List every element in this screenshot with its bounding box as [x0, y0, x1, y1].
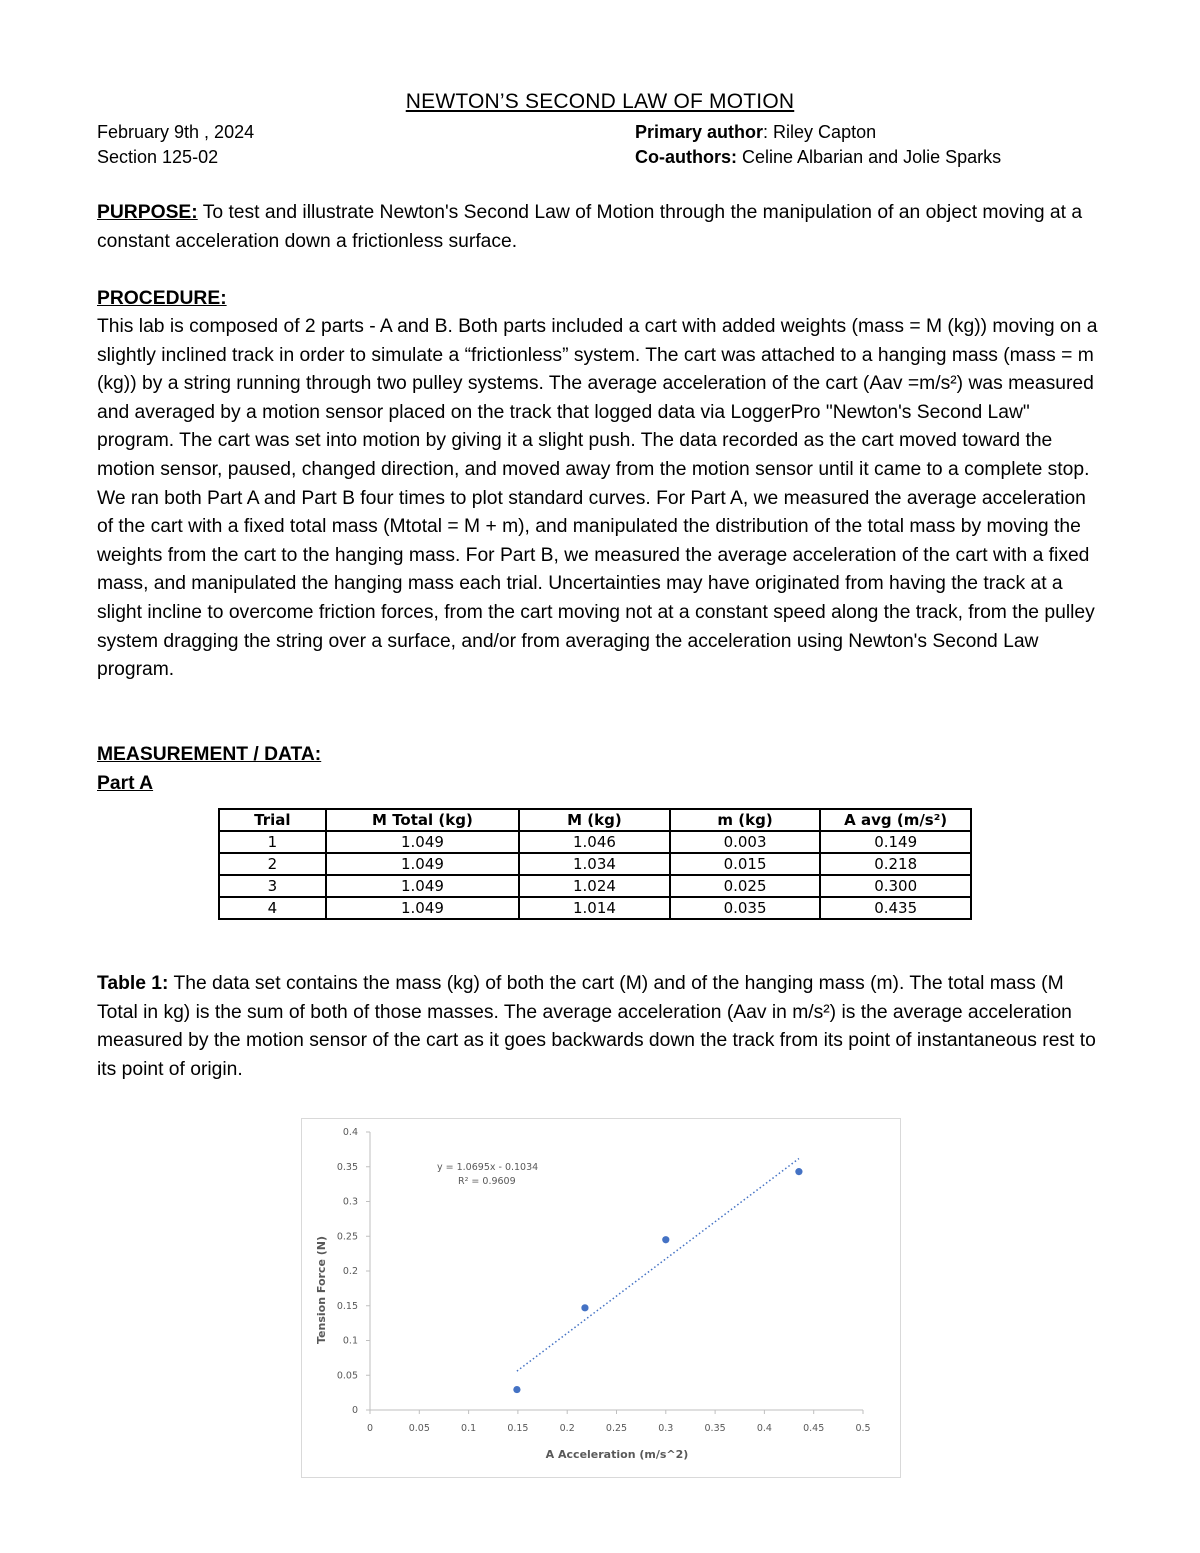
x-axis-title: A Acceleration (m/s^2) — [545, 1448, 689, 1461]
table-row — [219, 875, 971, 897]
table-caption-text: The data set contains the mass (kg) of both the cart (M) and of the hanging mass (m). The total mass (M Total in kg) is the sum of both of those masses. The average acceleration (Aav in m/s²) is the average acceleration measured by the motion sensor of the cart as it goes backwards down the track from its point of instantaneous rest to its point of origin. — [97, 973, 1096, 1080]
chart-axes — [337, 1127, 871, 1434]
chart-trendline-group — [517, 1159, 799, 1372]
report-section: Section 125-02 — [97, 147, 219, 167]
primary-author — [635, 120, 876, 144]
y-tick-label: 0.35 — [336, 1161, 358, 1173]
table-row — [219, 897, 971, 919]
table-cell: 4 — [219, 897, 326, 919]
purpose-section — [97, 199, 1107, 256]
table-header: Trial — [219, 809, 326, 831]
co-authors-value: Celine Albarian and Jolie Sparks — [737, 147, 1002, 167]
trendline-equation: y = 1.0695x - 0.1034 — [437, 1162, 539, 1173]
y-tick-label: 0.25 — [336, 1231, 358, 1243]
report-date: February 9th , 2024 — [97, 122, 255, 142]
x-tick-label: 0.25 — [605, 1423, 628, 1434]
table-row — [219, 831, 971, 853]
r-squared-label: R² = 0.9609 — [458, 1176, 516, 1187]
y-tick-label: 0 — [351, 1405, 358, 1416]
table-caption — [97, 970, 1107, 1084]
primary-author-value: : Riley Capton — [763, 122, 877, 142]
y-tick-label: 0.2 — [342, 1266, 358, 1277]
table-header: A avg (m/s²) — [820, 809, 971, 831]
purpose-heading: PURPOSE: — [97, 202, 198, 223]
table-cell: 1.014 — [519, 897, 670, 919]
y-tick-label: 0.1 — [342, 1335, 358, 1347]
table-cell: 0.025 — [670, 875, 821, 897]
x-tick-label: 0 — [366, 1423, 374, 1434]
trendline — [517, 1159, 799, 1372]
y-tick-label: 0.4 — [342, 1127, 358, 1138]
x-tick-label: 0.35 — [704, 1423, 726, 1434]
y-tick-label: 0.3 — [342, 1196, 358, 1208]
table-row — [219, 853, 971, 875]
document-title: NEWTON’S SECOND LAW OF MOTION — [405, 90, 795, 113]
table-cell: 1.049 — [326, 897, 519, 919]
x-tick-label: 0.15 — [507, 1423, 529, 1434]
table-cell: 0.300 — [820, 875, 971, 897]
table-cell: 1.034 — [519, 853, 670, 875]
table-cell: 1 — [219, 831, 326, 853]
data-point — [795, 1168, 802, 1175]
data-point — [513, 1386, 520, 1393]
co-authors — [635, 145, 1001, 169]
table-cell: 0.035 — [670, 897, 821, 919]
table-cell: 0.218 — [820, 853, 971, 875]
x-tick-label: 0.5 — [855, 1423, 871, 1434]
table-cell: 1.049 — [326, 831, 519, 853]
chart-points-group — [513, 1168, 802, 1393]
x-tick-label: 0.45 — [803, 1423, 825, 1434]
table-header-row — [219, 809, 971, 831]
data-point — [662, 1236, 669, 1243]
part-a-heading: Part A — [97, 773, 154, 794]
primary-author-label: Primary author — [635, 122, 764, 142]
table-cell: 2 — [219, 853, 326, 875]
table-cell: 1.049 — [326, 875, 519, 897]
table-header: M Total (kg) — [326, 809, 519, 831]
data-point — [581, 1304, 588, 1311]
procedure-text: This lab is composed of 2 parts - A and B. Both parts included a cart with added weights (mass = M (kg)) moving on a slightly inclined track in order to simulate a “frictionless” system. The cart was attached to a hanging mass (mass = m (kg)) by a string running through two pulley systems. The average acceleration of the cart (Aav =m/s²) was measured and averaged by a motion sensor placed on the track that logged data via LoggerPro "Newton's Second Law" program. The cart was set into motion by giving it a slight push. The data recorded as the cart moved toward the motion sensor, paused, changed direction, and moved away from the motion sensor until it came to a complete stop. We ran both Part A and Part B four times to plot standard curves. For Part A, we measured the average acceleration of the cart with a fixed total mass (Mtotal = M + m), and manipulated the distribution of the total mass by moving the weights from the cart to the hanging mass. For Part B, we measured the average acceleration of the cart with a fixed mass, and manipulated the hanging mass each trial. Uncertainties may have originated from having the track at a slight incline to overcome friction forces, from the cart moving not at a constant speed along the track, from the pulley system dragging the string over a surface, and/or from averaging the acceleration using Newton's Second Law program. — [97, 316, 1098, 681]
table-caption-label: Table 1: — [97, 973, 169, 994]
table-cell: 1.046 — [519, 831, 670, 853]
chart-svg — [302, 1119, 900, 1477]
procedure-heading: PROCEDURE: — [97, 288, 227, 309]
table-cell: 0.435 — [820, 897, 971, 919]
x-tick-label: 0.05 — [408, 1423, 430, 1434]
table-cell: 0.003 — [670, 831, 821, 853]
table-header: M (kg) — [519, 809, 670, 831]
table-cell: 1.024 — [519, 875, 670, 897]
x-tick-label: 0.2 — [559, 1423, 575, 1434]
table-header: m (kg) — [670, 809, 821, 831]
y-axis-title: Tension Force (N) — [315, 1236, 328, 1344]
data-table — [218, 808, 972, 920]
co-authors-label: Co-authors: — [635, 147, 737, 167]
x-tick-label: 0.3 — [658, 1423, 674, 1434]
purpose-text: To test and illustrate Newton's Second Law of Motion through the manipulation of an object moving at a constant acceleration down a frictionless surface. — [97, 202, 1083, 252]
x-tick-label: 0.1 — [461, 1423, 477, 1434]
scatter-chart — [301, 1118, 901, 1478]
table-cell: 0.015 — [670, 853, 821, 875]
table-cell: 3 — [219, 875, 326, 897]
x-tick-label: 0.4 — [756, 1423, 772, 1434]
table-cell: 1.049 — [326, 853, 519, 875]
y-tick-label: 0.05 — [336, 1370, 358, 1382]
y-tick-label: 0.15 — [336, 1300, 358, 1312]
measurement-heading: MEASUREMENT / DATA: — [97, 744, 322, 765]
table-cell: 0.149 — [820, 831, 971, 853]
